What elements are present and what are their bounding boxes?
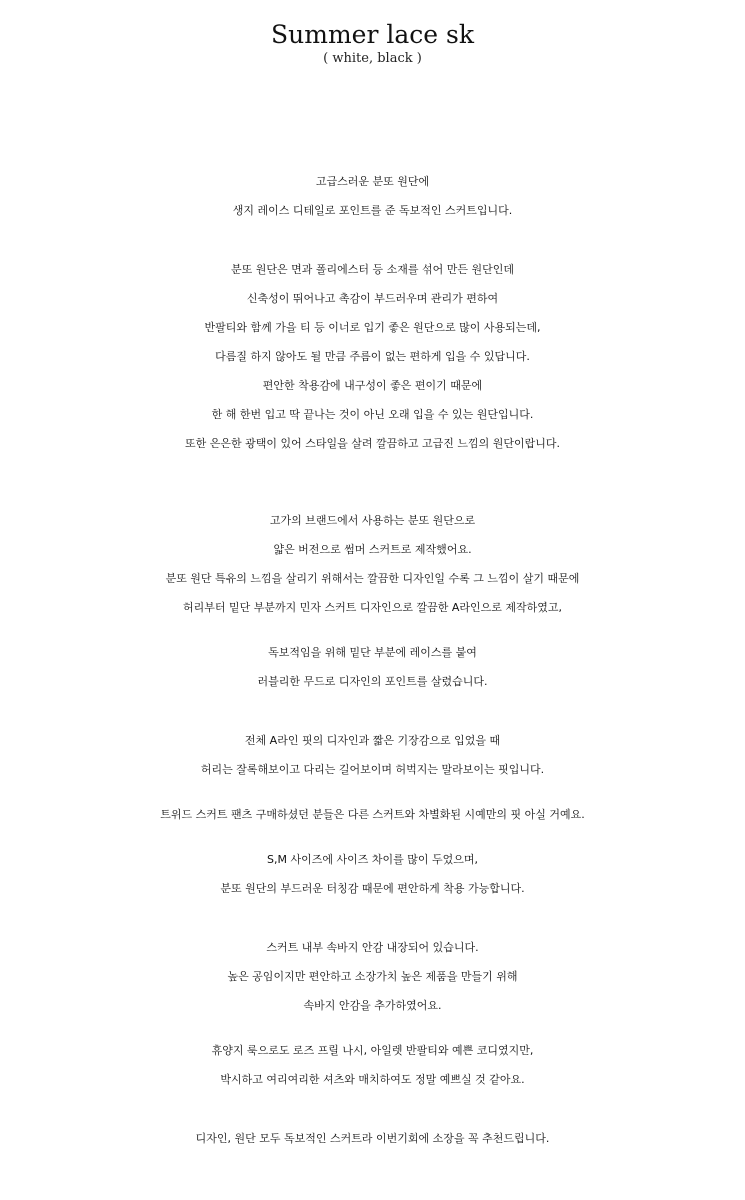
color-options: ( white, black ) bbox=[323, 51, 422, 66]
description-line: 고가의 브랜드에서 사용하는 분또 원단으로 bbox=[269, 514, 476, 527]
description-line: 허리는 잘록해보이고 다리는 길어보이며 허벅지는 말라보이는 핏입니다. bbox=[200, 763, 545, 776]
description-line: 분또 원단 특유의 느낌을 살리기 위해서는 깔끔한 디자인일 수록 그 느낌이 살기 때문에 bbox=[165, 572, 580, 585]
product-title: Summer lace sk bbox=[271, 20, 474, 49]
description-line: 박시하고 여리여리한 셔츠와 매치하여도 정말 예쁘실 것 같아요. bbox=[220, 1073, 525, 1086]
description-line: 허리부터 밑단 부분까지 민자 스커트 디자인으로 깔끔한 A라인으로 제작하였고, bbox=[182, 601, 563, 614]
description-line: 러블리한 무드로 디자인의 포인트를 살렸습니다. bbox=[257, 675, 488, 688]
description-line: 생지 레이스 디테일로 포인트를 준 독보적인 스커트입니다. bbox=[232, 204, 513, 217]
description-line: 신축성이 뛰어나고 촉감이 부드러우며 관리가 편하여 bbox=[246, 292, 499, 305]
description-line: 편안한 착용감에 내구성이 좋은 편이기 때문에 bbox=[262, 379, 483, 392]
description-line: 디자인, 원단 모두 독보적인 스커트라 이번기회에 소장을 꼭 추천드립니다. bbox=[195, 1132, 550, 1145]
description-line: 얇은 버전으로 썸머 스커트로 제작했어요. bbox=[273, 543, 472, 556]
description-line: 다름질 하지 않아도 될 만큼 주름이 없는 편하게 입을 수 있답니다. bbox=[215, 350, 530, 363]
description-line: S,M 사이즈에 사이즈 차이를 많이 두었으며, bbox=[267, 853, 478, 866]
description-line: 휴양지 룩으로도 로즈 프릴 나시, 아일렛 반팔티와 예쁜 코디였지만, bbox=[211, 1044, 534, 1057]
description-line: 독보적임을 위해 밑단 부분에 레이스를 붙여 bbox=[268, 646, 477, 659]
description-line: 한 해 한번 입고 딱 끝나는 것이 아닌 오래 입을 수 있는 원단입니다. bbox=[211, 408, 534, 421]
description-line: 분또 원단의 부드러운 터칭감 때문에 편안하게 착용 가능합니다. bbox=[220, 882, 525, 895]
description-line: 트위드 스커트 팬츠 구매하셨던 분들은 다른 스커트와 차별화된 시예만의 핏 아실 거예요. bbox=[160, 808, 585, 821]
description-line: 스커트 내부 속바지 안감 내장되어 있습니다. bbox=[266, 941, 479, 954]
description-line: 속바지 안감을 추가하였어요. bbox=[303, 999, 442, 1012]
description-line: 고급스러운 분또 원단에 bbox=[315, 175, 430, 188]
description-line: 높은 공임이지만 편안하고 소장가치 높은 제품을 만들기 위해 bbox=[227, 970, 518, 983]
description-line: 반팔티와 함께 가을 티 등 이너로 입기 좋은 원단으로 많이 사용되는데, bbox=[204, 321, 541, 334]
description-line: 분또 원단은 면과 폴리에스터 등 소재를 섞어 만든 원단인데 bbox=[231, 263, 514, 276]
description-line: 또한 은은한 광택이 있어 스타일을 살려 깔끔하고 고급진 느낌의 원단이랍니다. bbox=[185, 437, 560, 450]
description-line: 전체 A라인 핏의 디자인과 짧은 기장감으로 입었을 때 bbox=[244, 734, 501, 747]
